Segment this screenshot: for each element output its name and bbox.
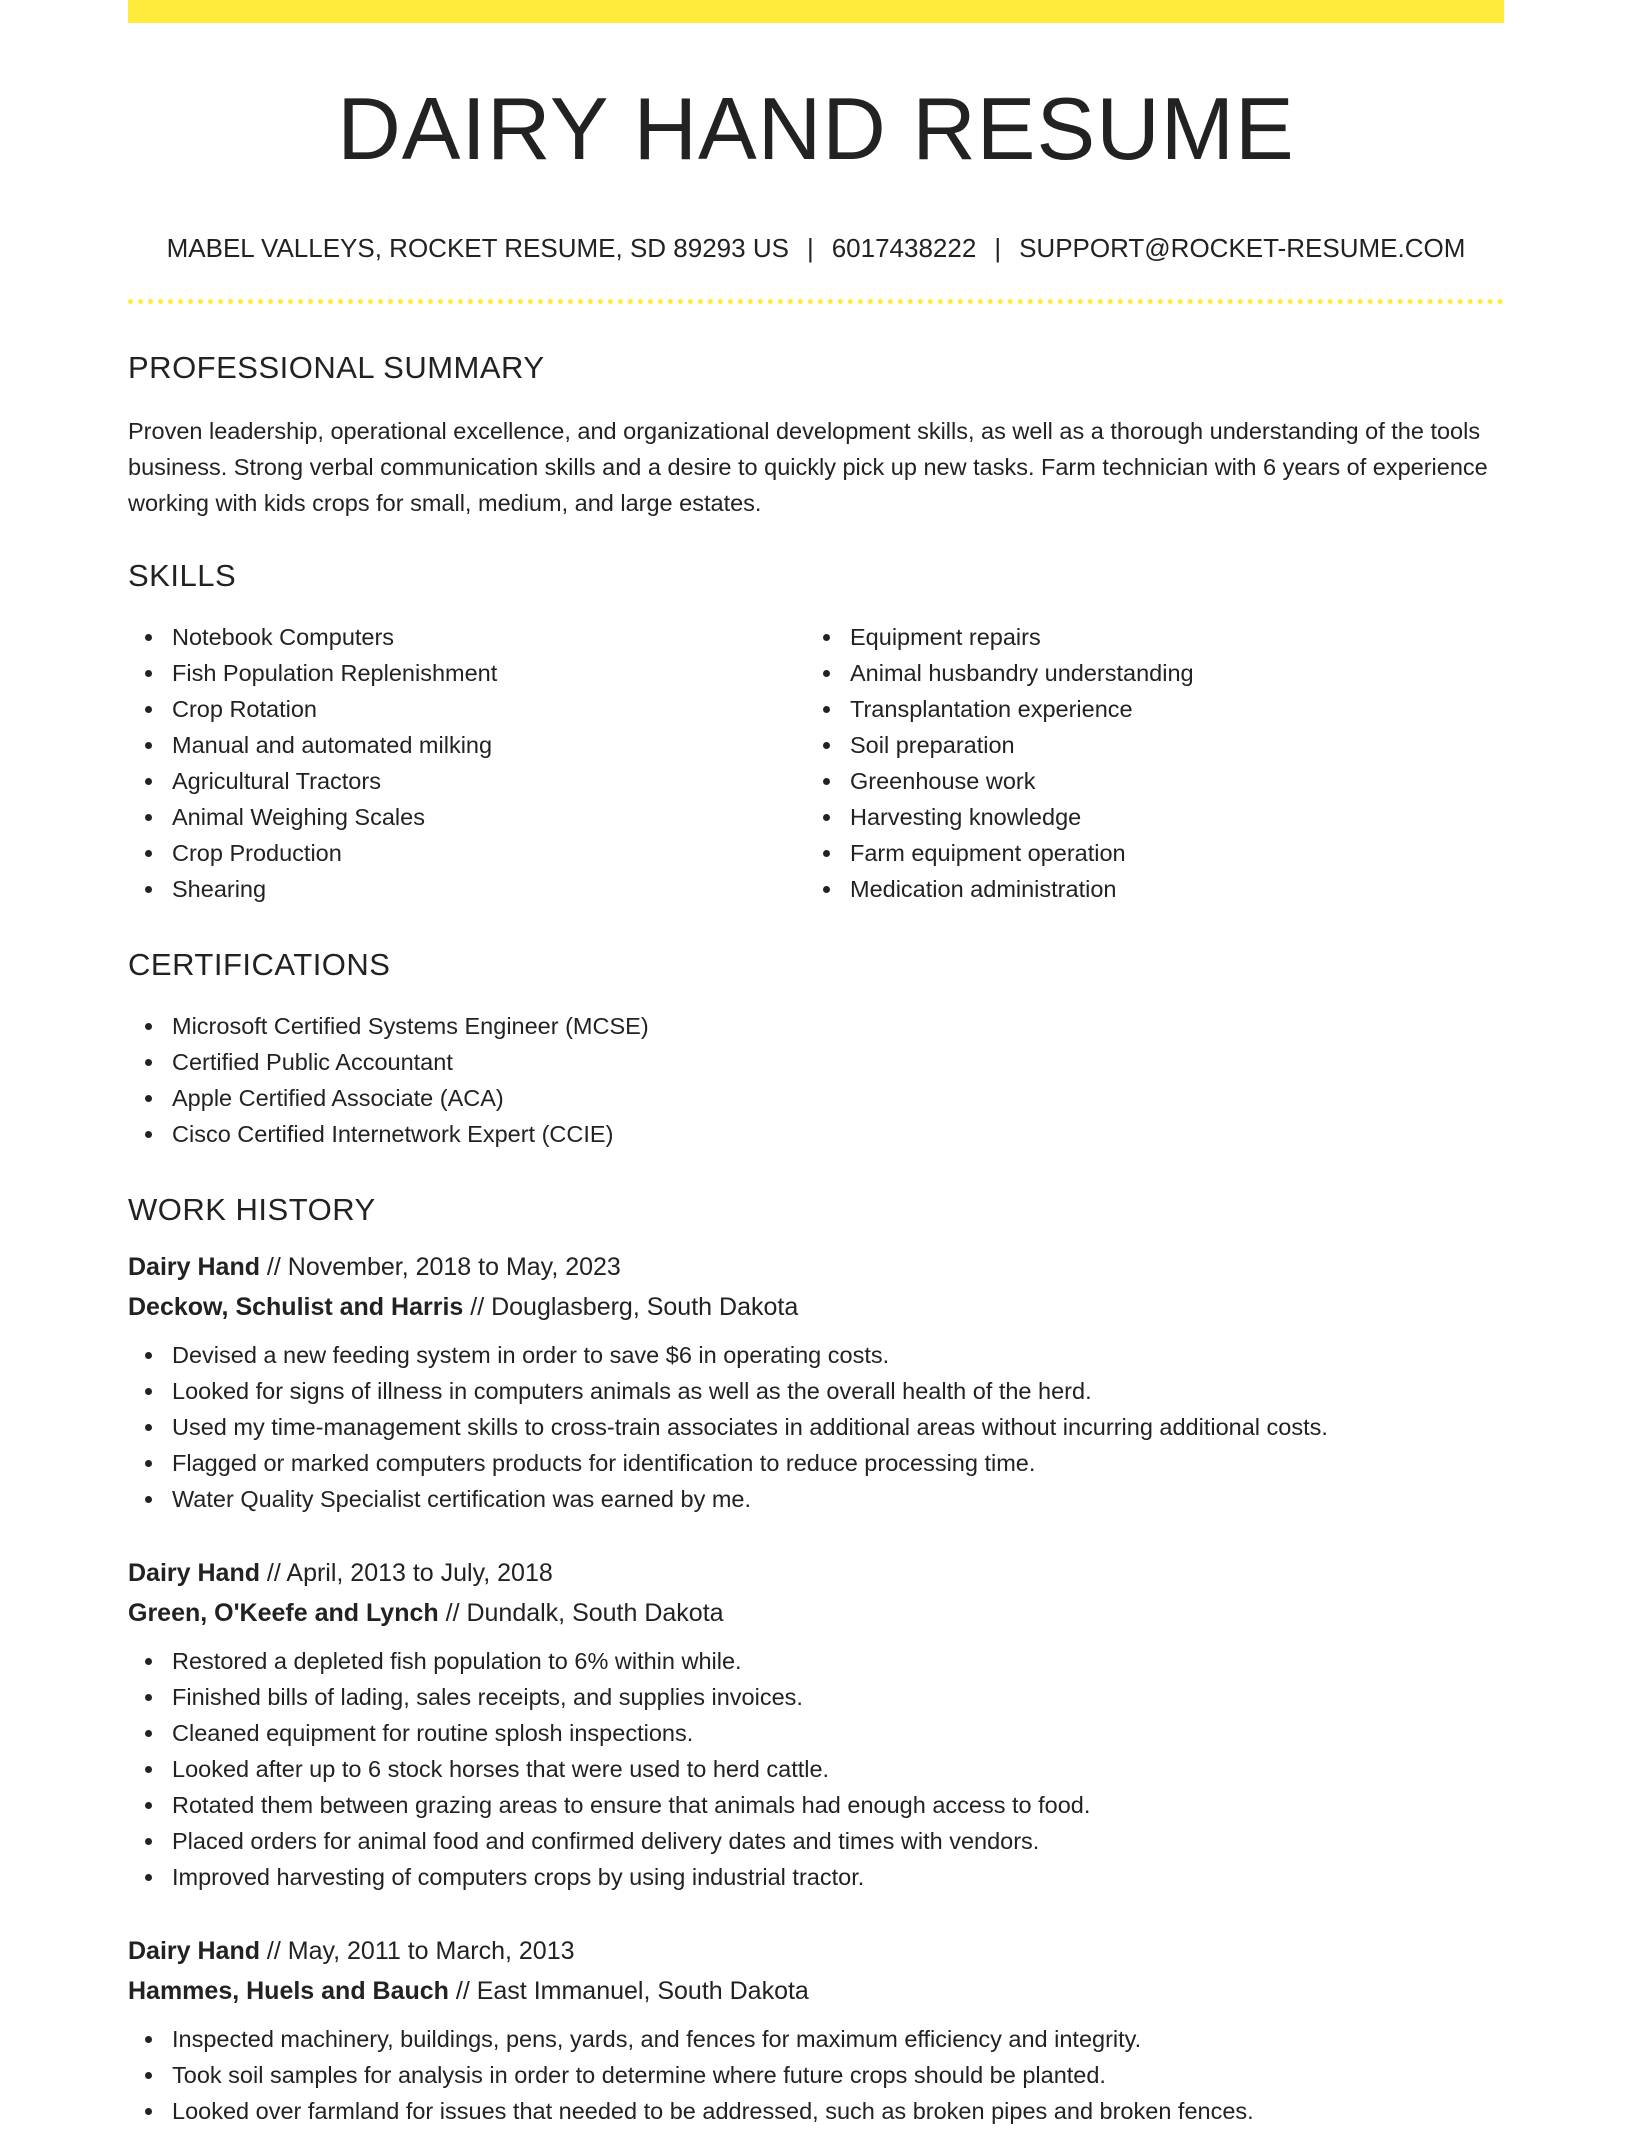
skill-item: Animal husbandry understanding [806, 655, 1484, 691]
contact-address: MABEL VALLEYS, ROCKET RESUME, SD 89293 US [166, 233, 789, 263]
skill-item: Medication administration [806, 871, 1484, 907]
job-entry [128, 1553, 1504, 1895]
skill-item: Fish Population Replenishment [128, 655, 806, 691]
job-company: Deckow, Schulist and Harris [128, 1293, 464, 1321]
job-dates: // April, 2013 to July, 2018 [259, 1559, 553, 1587]
certification-item: Microsoft Certified Systems Engineer (MCSE) [128, 1008, 1504, 1044]
skill-item: Shearing [128, 871, 806, 907]
job-duty: Inspected machinery, buildings, pens, yards, and fences for maximum efficiency and integrity. [128, 2021, 1504, 2057]
job-duty: Looked after up to 6 stock horses that were used to herd cattle. [128, 1751, 1504, 1787]
job-duty: Took soil samples for analysis in order to determine where future crops should be planted. [128, 2057, 1504, 2093]
job-duty: Flagged or marked computers products for identification to reduce processing time. [128, 1445, 1504, 1481]
certification-item: Certified Public Accountant [128, 1044, 1504, 1080]
job-company-line [128, 1593, 1504, 1633]
job-role: Dairy Hand [128, 1253, 260, 1281]
dotted-divider [128, 299, 1504, 304]
top-accent-bar [128, 0, 1504, 23]
certifications-list [128, 1008, 1504, 1152]
job-duty: Water Quality Specialist certification was earned by me. [128, 1481, 1504, 1517]
job-duty: Finished bills of lading, sales receipts, and supplies invoices. [128, 1679, 1504, 1715]
skill-item: Animal Weighing Scales [128, 799, 806, 835]
job-role-line [128, 1553, 1504, 1593]
job-location: // East Immanuel, South Dakota [448, 1977, 809, 2005]
skills-list-right [806, 619, 1484, 907]
summary-text: Proven leadership, operational excellence, and organizational development skills, as well as a thorough understanding of the tools business. Strong verbal communication skills and a desire to quickly pick up new tasks. Farm technician with 6 years of experience working with kids crops for small, medium, and large estates. [128, 418, 1488, 516]
resume-page [128, 0, 1504, 2129]
job-duty: Restored a depleted fish population to 6% within while. [128, 1643, 1504, 1679]
skill-item: Crop Rotation [128, 691, 806, 727]
job-role-line [128, 1247, 1504, 1287]
work-history-heading: WORK HISTORY [128, 1192, 376, 1227]
job-duty: Used my time-management skills to cross-train associates in additional areas without incurring additional costs. [128, 1409, 1504, 1445]
skills-column-right [806, 619, 1484, 907]
job-role-line [128, 1931, 1504, 1971]
skills-column-left [128, 619, 806, 907]
summary-heading: PROFESSIONAL SUMMARY [128, 350, 545, 385]
job-company: Green, O'Keefe and Lynch [128, 1599, 439, 1627]
job-duty: Looked over farmland for issues that needed to be addressed, such as broken pipes and broken fences. [128, 2093, 1504, 2129]
job-dates: // May, 2011 to March, 2013 [259, 1937, 575, 1965]
job-location: // Dundalk, South Dakota [438, 1599, 724, 1627]
skill-item: Crop Production [128, 835, 806, 871]
job-duties-list [128, 1643, 1504, 1895]
resume-title: DAIRY HAND RESUME [337, 79, 1295, 178]
contact-email: SUPPORT@ROCKET-RESUME.COM [1019, 233, 1466, 263]
skill-item: Manual and automated milking [128, 727, 806, 763]
job-company-line [128, 1971, 1504, 2011]
skill-item: Harvesting knowledge [806, 799, 1484, 835]
skill-item: Greenhouse work [806, 763, 1484, 799]
skill-item: Transplantation experience [806, 691, 1484, 727]
job-duty: Placed orders for animal food and confirmed delivery dates and times with vendors. [128, 1823, 1504, 1859]
job-company: Hammes, Huels and Bauch [128, 1977, 449, 2005]
skills-list-left [128, 619, 806, 907]
job-role: Dairy Hand [128, 1937, 260, 1965]
contact-separator: | [806, 233, 814, 263]
job-duty: Looked for signs of illness in computers animals as well as the overall health of the herd. [128, 1373, 1504, 1409]
job-duty: Improved harvesting of computers crops by using industrial tractor. [128, 1859, 1504, 1895]
skills-heading: SKILLS [128, 558, 237, 593]
certification-item: Cisco Certified Internetwork Expert (CCIE) [128, 1116, 1504, 1152]
contact-line [128, 235, 1504, 261]
skill-item: Agricultural Tractors [128, 763, 806, 799]
skill-item: Farm equipment operation [806, 835, 1484, 871]
job-entry [128, 1247, 1504, 1517]
skill-item: Notebook Computers [128, 619, 806, 655]
job-company-line [128, 1287, 1504, 1327]
job-entry [128, 1931, 1504, 2129]
contact-separator: | [994, 233, 1002, 263]
job-role: Dairy Hand [128, 1559, 260, 1587]
job-duty: Devised a new feeding system in order to save $6 in operating costs. [128, 1337, 1504, 1373]
job-dates: // November, 2018 to May, 2023 [259, 1253, 621, 1281]
job-duties-list [128, 1337, 1504, 1517]
certification-item: Apple Certified Associate (ACA) [128, 1080, 1504, 1116]
job-duty: Rotated them between grazing areas to ensure that animals had enough access to food. [128, 1787, 1504, 1823]
skill-item: Soil preparation [806, 727, 1484, 763]
skill-item: Equipment repairs [806, 619, 1484, 655]
skills-columns [128, 619, 1504, 907]
job-duties-list [128, 2021, 1504, 2129]
job-duty: Cleaned equipment for routine splosh inspections. [128, 1715, 1504, 1751]
job-location: // Douglasberg, South Dakota [463, 1293, 799, 1321]
contact-phone: 6017438222 [831, 233, 977, 263]
certifications-heading: CERTIFICATIONS [128, 947, 391, 982]
